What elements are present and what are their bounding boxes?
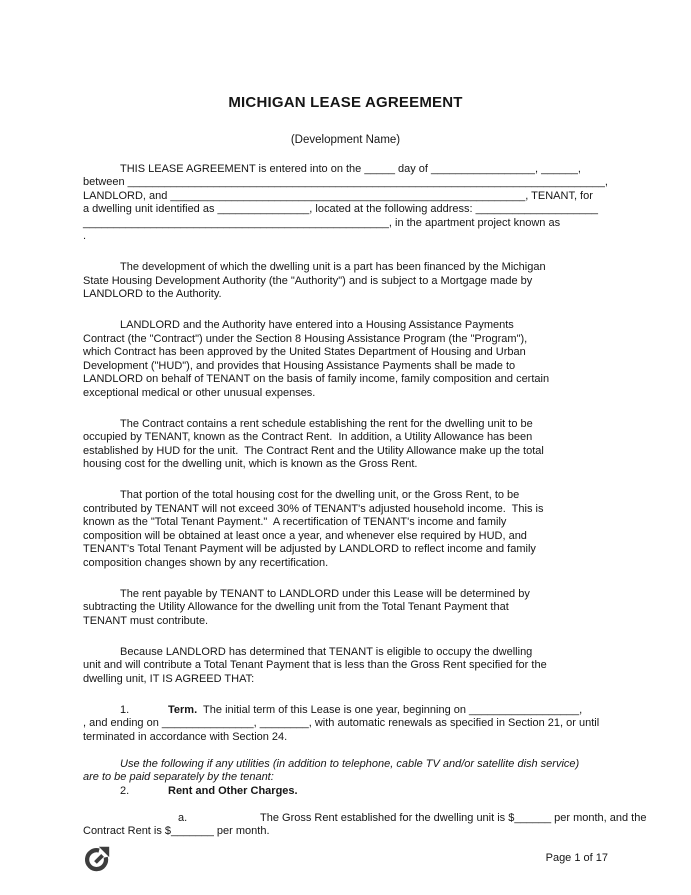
text-line: LANDLORD on behalf of TENANT on the basis of family income, family composition and certain bbox=[83, 373, 550, 385]
text-line: composition will be obtained at least once a year, and whenever else required by HUD, and bbox=[83, 529, 527, 542]
text-line: That portion of the total housing cost for the dwelling unit, or the Gross Rent, to be bbox=[120, 489, 520, 501]
text-line: are to be paid separately by the tenant: bbox=[83, 771, 274, 783]
section-2-number: 2. bbox=[120, 784, 130, 797]
text-line: subtracting the Utility Allowance for the dwelling unit from the Total Tenant Payment that bbox=[83, 601, 509, 613]
section-2-rent-charges bbox=[83, 785, 608, 799]
section-1-rest bbox=[83, 717, 608, 744]
text-line: between ______________________________________________________________________________, bbox=[83, 176, 608, 188]
document-content bbox=[83, 0, 647, 839]
text-line: THIS LEASE AGREEMENT is entered into on the _____ day of _________________, ______, bbox=[120, 162, 581, 175]
text-line: LANDLORD and the Authority have entered into a Housing Assistance Payments bbox=[120, 319, 514, 331]
text-line: terminated in accordance with Section 24. bbox=[83, 730, 288, 743]
text-line: dwelling unit, IT IS AGREED THAT: bbox=[83, 672, 255, 685]
text-line: exceptional medical or other unusual expenses. bbox=[83, 386, 316, 399]
circular-arrow-logo-icon bbox=[84, 845, 111, 872]
section-2-heading: Rent and Other Charges. bbox=[168, 784, 298, 797]
section-2a-gross-rent bbox=[83, 811, 647, 839]
text-line: LANDLORD, and __________________________________________________________, TENANT, for bbox=[83, 189, 593, 202]
text-line: a dwelling unit identified as _______________, located at the following address: ____________________ bbox=[83, 203, 598, 215]
text-line: LANDLORD to the Authority. bbox=[83, 288, 222, 300]
section-2-first-line bbox=[83, 785, 608, 799]
text-line: The rent payable by TENANT to LANDLORD under this Lease will be determined by bbox=[120, 587, 530, 600]
section-1-term bbox=[83, 704, 608, 745]
text-line: . bbox=[83, 230, 87, 242]
text-line: TENANT's Total Tenant Payment will be adjusted by LANDLORD to reflect income and family bbox=[83, 543, 536, 555]
text-line: Use the following if any utilities (in addition to telephone, cable TV and/or satellite dish service) bbox=[120, 757, 580, 770]
text-line: The Contract contains a rent schedule establishing the rent for the dwelling unit to be bbox=[120, 417, 533, 430]
text-line: established by HUD for the unit. The Contract Rent and the Utility Allowance make up the total bbox=[83, 444, 544, 457]
section-1-number: 1. bbox=[120, 703, 130, 716]
text-line: occupied by TENANT, known as the Contract Rent. In addition, a Utility Allowance has been bbox=[83, 431, 533, 443]
text-line: unit and will contribute a Total Tenant Payment that is less than the Gross Rent specified for the bbox=[83, 659, 547, 671]
text-line: contributed by TENANT will not exceed 30% of TENANT's adjusted household income. This is bbox=[83, 502, 544, 515]
paragraph-rent-schedule bbox=[83, 418, 608, 472]
document-subtitle: (Development Name) bbox=[290, 134, 401, 146]
text-line: known as the "Total Tenant Payment." A recertification of TENANT's income and family bbox=[83, 516, 507, 528]
section-2a-first-line bbox=[83, 811, 647, 826]
text-line: Development ("HUD"), and provides that Housing Assistance Payments shall be made to bbox=[83, 359, 516, 372]
text-line: Because LANDLORD has determined that TENANT is eligible to occupy the dwelling bbox=[120, 645, 533, 658]
text-line: TENANT must contribute. bbox=[83, 614, 209, 627]
section-1-text: The initial term of this Lease is one year, beginning on __________________, bbox=[197, 703, 583, 716]
paragraph-agreement bbox=[83, 646, 608, 687]
text-line: , and ending on _______________, ________, with automatic renewals as specified in Section 21, or until bbox=[83, 717, 600, 729]
page-number-label: Page 1 of 17 bbox=[545, 852, 608, 864]
paragraph-contract bbox=[83, 319, 608, 400]
paragraph-rent-payable bbox=[83, 588, 608, 629]
text-line: which Contract has been approved by the United States Department of Housing and Urban bbox=[83, 346, 526, 358]
utilities-instruction-note bbox=[83, 758, 608, 785]
section-2a-text: The Gross Rent established for the dwelling unit is $______ per month, and the bbox=[260, 811, 647, 824]
paragraph-tenant-payment bbox=[83, 489, 608, 570]
section-1-first-line bbox=[83, 704, 608, 718]
text-line: Contract Rent is $_______ per month. bbox=[83, 825, 270, 837]
section-2a-letter: a. bbox=[178, 811, 188, 824]
paragraph-development bbox=[83, 261, 608, 302]
text-line: Contract (the "Contract") under the Section 8 Housing Assistance Program (the "Program"), bbox=[83, 332, 528, 345]
text-line: __________________________________________________, in the apartment project known as bbox=[83, 216, 561, 229]
text-line: composition changes shown by any recertification. bbox=[83, 556, 329, 569]
section-1-heading: Term. bbox=[168, 703, 198, 716]
paragraph-intro bbox=[83, 163, 608, 244]
section-2a-rest bbox=[83, 825, 608, 839]
text-line: The development of which the dwelling unit is a part has been financed by the Michigan bbox=[120, 261, 546, 273]
text-line: State Housing Development Authority (the "Authority") and is subject to a Mortgage made by bbox=[83, 274, 533, 287]
text-line: housing cost for the dwelling unit, which is known as the Gross Rent. bbox=[83, 458, 418, 470]
page-title: MICHIGAN LEASE AGREEMENT bbox=[228, 94, 463, 111]
